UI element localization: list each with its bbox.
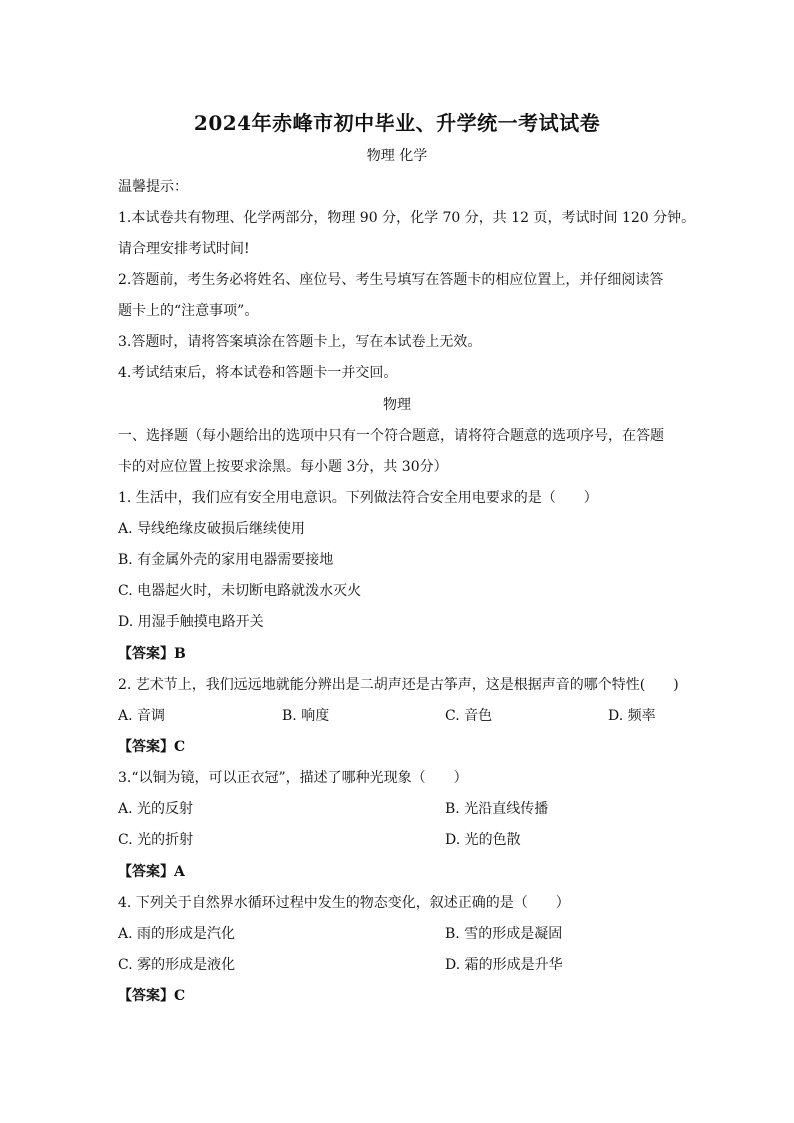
tip-line: 请合理安排考试时间! [118,241,250,257]
question-2-option-c: C. 音色 [445,708,493,724]
question-4-option-c: C. 雾的形成是液化 [118,957,236,973]
question-2-stem: 2. 艺术节上，我们远远地就能分辨出是二胡声还是古筝声，这是根据声音的哪个特性( ) [118,677,679,693]
exam-title: 2024年赤峰市初中毕业、升学统一考试试卷 [193,111,601,135]
question-2-option-d: D. 频率 [608,708,656,724]
tips-heading: 温馨提示： [118,179,188,195]
question-1-option-d: D. 用湿手触摸电路开关 [118,614,264,630]
tip-line: 2.答题前，考生务必将姓名、座位号、考生号填写在答题卡的相应位置上，并仔细阅读答 [118,272,664,288]
section-intro-line: 一、选择题（每小题给出的选项中只有一个符合题意，请将符合题意的选项序号，在答题 [118,428,664,444]
section-intro-line: 卡的对应位置上按要求涂黑。每小题 3分，共 30分） [118,459,448,475]
tip-line: 4.考试结束后，将本试卷和答题卡一并交回。 [118,365,398,381]
question-2-option-a: A. 音调 [118,708,166,724]
question-4-answer: 【答案】C [118,988,186,1004]
question-3-stem: 3.“以铜为镜，可以正衣冠”，描述了哪种光现象（ ） [118,770,468,786]
question-4-option-d: D. 霜的形成是升华 [445,957,563,973]
question-2-option-b: B. 响度 [282,708,330,724]
question-1-option-a: A. 导线绝缘皮破损后继续使用 [118,521,306,537]
question-2-answer: 【答案】C [118,739,186,755]
question-3-option-d: D. 光的色散 [445,832,521,848]
section-title: 物理 [383,397,411,413]
question-4-option-b: B. 雪的形成是凝固 [445,926,563,942]
question-1-stem: 1. 生活中，我们应有安全用电意识。下列做法符合安全用电要求的是（ ） [118,490,598,506]
tip-line: 3.答题时，请将答案填涂在答题卡上，写在本试卷上无效。 [118,334,482,350]
question-1-answer: 【答案】B [118,646,186,662]
question-3-answer: 【答案】A [118,864,185,880]
question-3-option-c: C. 光的折射 [118,832,194,848]
exam-subtitle: 物理 化学 [366,148,428,164]
question-3-option-b: B. 光沿直线传播 [445,801,549,817]
question-1-option-b: B. 有金属外壳的家用电器需要接地 [118,552,334,568]
question-1-option-c: C. 电器起火时，未切断电路就泼水灭火 [118,583,362,599]
tip-line: 题卡上的“注意事项”。 [118,303,259,319]
tip-line: 1.本试卷共有物理、化学两部分，物理 90 分，化学 70 分，共 12 页，考试时间 120 分钟。 [118,210,696,226]
question-3-option-a: A. 光的反射 [118,801,194,817]
question-4-option-a: A. 雨的形成是汽化 [118,926,236,942]
question-4-stem: 4. 下列关于自然界水循环过程中发生的物态变化，叙述正确的是（ ） [118,895,570,911]
